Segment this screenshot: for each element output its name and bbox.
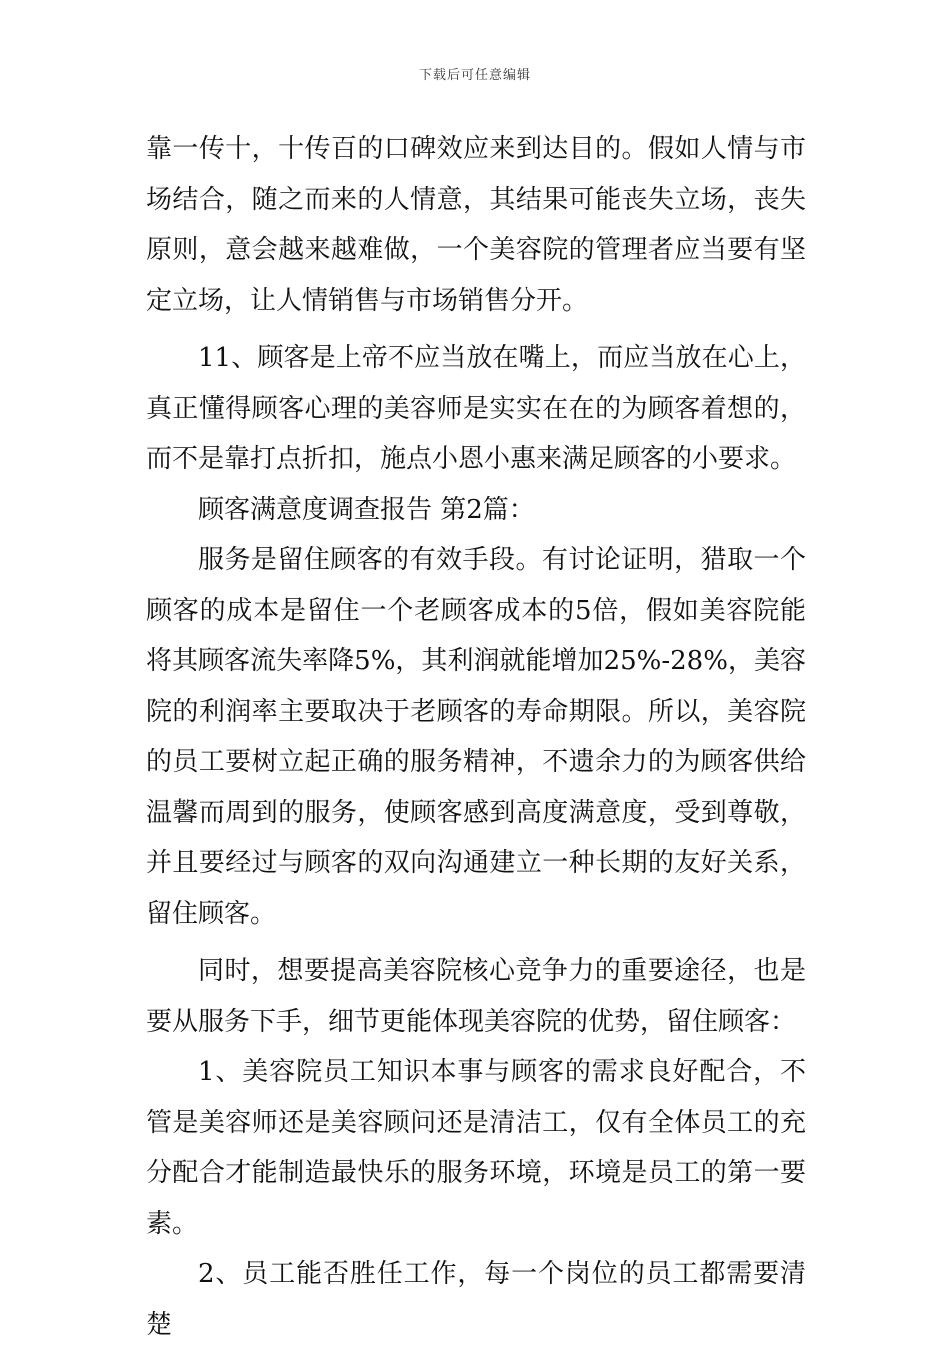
paragraph-item-2: 2、员工能否胜任工作，每一个岗位的员工都需要清楚 <box>146 1259 806 1340</box>
paragraph-competitiveness: 同时，想要提高美容院核心竞争力的重要途径，也是要从服务下手，细节更能体现美容院的优势，留住顾客： <box>146 956 806 1037</box>
section-heading: 顾客满意度调查报告 第2篇： <box>198 494 535 525</box>
document-body <box>146 124 806 1350</box>
paragraph-item-1: 1、美容院员工知识本事与顾客的需求良好配合，不管是美容师还是美容顾问还是清洁工，仅有全体员工的充分配合才能制造最快乐的服务环境，环境是员工的第一要素。 <box>146 1057 806 1239</box>
paragraph-service: 服务是留住顾客的有效手段。有讨论证明，猎取一个顾客的成本是留住一个老顾客成本的5倍，假如美容院能将其顾客流失率降5%，其利润就能增加25%-28%，美容院的利润率主要取决于老顾客的寿命期限。所以，美容院的员工要树立起正确的服务精神，不遗余力的为顾客供给温馨而周到的服务，使顾客感到高度满意度，受到尊敬，并且要经过与顾客的双向沟通建立一种长期的友好关系，留住顾客。 <box>146 545 806 929</box>
page-header: 下载后可任意编辑 <box>418 68 531 83</box>
paragraph-continuation: 靠一传十，十传百的口碑效应来到达目的。假如人情与市场结合，随之而来的人情意，其结果可能丧失立场，丧失原则，意会越来越难做，一个美容院的管理者应当要有坚定立场，让人情销售与市场销售分开。 <box>146 134 806 316</box>
paragraph-item-11: 11、顾客是上帝不应当放在嘴上，而应当放在心上，真正懂得顾客心理的美容师是实实在在的为顾客着想的，而不是靠打点折扣，施点小恩小惠来满足顾客的小要求。 <box>146 343 806 474</box>
